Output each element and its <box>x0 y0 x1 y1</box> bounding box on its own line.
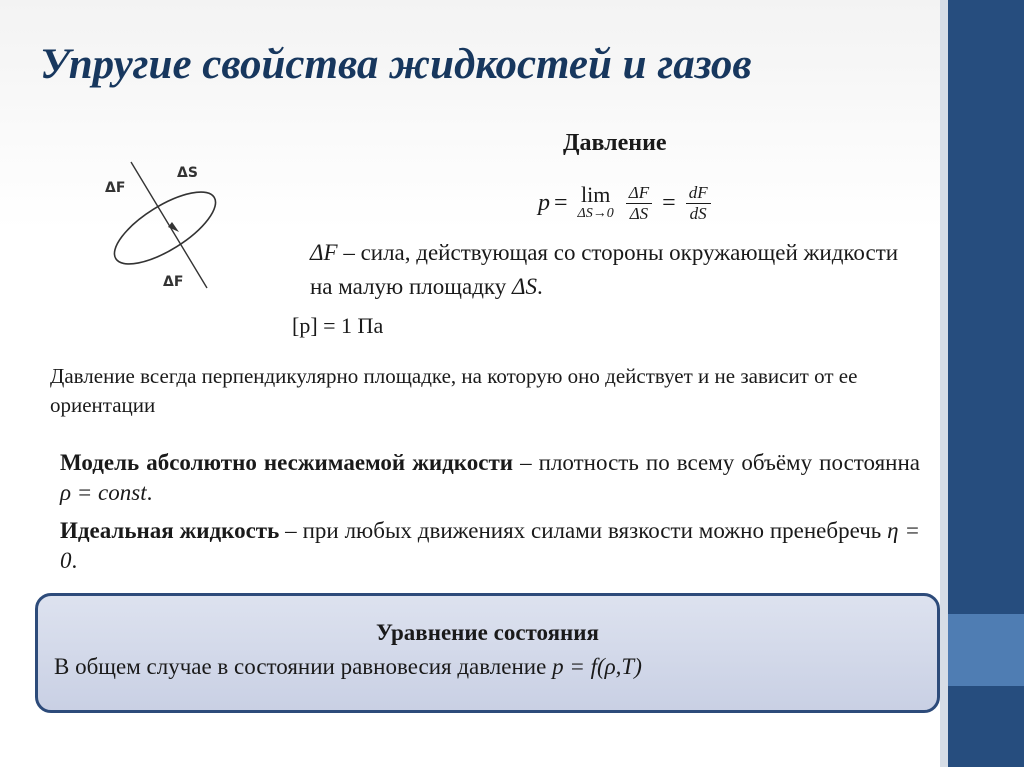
incompressible-model-term: Модель абсолютно несжимаемой жидкости <box>60 450 513 475</box>
incompressible-model-end: . <box>146 480 153 505</box>
state-equation-formula: p = f(ρ,T) <box>552 654 642 679</box>
fraction-differential <box>686 183 711 224</box>
fraction-delta-numerator: ΔF <box>626 183 652 204</box>
formula-equals-2: = <box>662 189 676 216</box>
force-arrowhead <box>168 222 179 232</box>
pressure-diagram <box>95 150 235 300</box>
formula-lhs: p <box>538 189 550 216</box>
force-bottom-label: ΔF <box>163 274 184 290</box>
state-equation-description: В общем случае в состоянии равновесия давление <box>54 654 553 679</box>
fraction-delta-denominator: ΔS <box>629 203 649 223</box>
pressure-diagram-svg <box>95 150 235 300</box>
formula-equals-1: = <box>554 189 568 216</box>
force-definition-text: – сила, действующая со стороны окружающей жидкости на малую площадку <box>310 240 899 299</box>
pressure-formula <box>538 173 717 233</box>
slide-title: Упругие свойства жидкостей и газов <box>40 41 752 88</box>
perpendicular-statement: Давление всегда перпендикулярно площадке, на которую оно действует и не зависит от ее ориентации <box>50 364 858 417</box>
force-definition <box>310 236 925 304</box>
ideal-fluid-term: Идеальная жидкость <box>60 518 280 543</box>
limit-operator <box>578 184 614 222</box>
ideal-fluid-paragraph <box>60 516 920 576</box>
area-label: ΔS <box>177 165 198 181</box>
state-equation-text <box>54 654 642 680</box>
incompressible-model-text: – плотность по всему объёму постоянна <box>513 450 920 475</box>
fraction-differential-denominator: dS <box>689 203 707 223</box>
force-definition-end: . <box>537 274 543 299</box>
density-formula: ρ = const <box>60 480 147 505</box>
fraction-differential-numerator: dF <box>686 183 711 204</box>
ideal-fluid-text: – при любых движениях силами вязкости можно пренебречь <box>279 518 888 543</box>
state-equation-title: Уравнение состояния <box>376 620 599 645</box>
force-top-label: ΔF <box>105 180 126 196</box>
pressure-heading: Давление <box>563 130 667 156</box>
pressure-units: [p] = 1 Па <box>292 313 384 338</box>
sidebar-edge <box>940 0 948 767</box>
sidebar-accent-block <box>948 614 1024 686</box>
limit-word: lim <box>580 182 611 207</box>
viscosity-formula: η = 0 <box>60 518 920 573</box>
area-symbol: ΔS <box>512 274 537 299</box>
ideal-fluid-end: . <box>71 548 78 573</box>
force-symbol: ΔF <box>310 240 338 265</box>
incompressible-model-paragraph <box>60 448 920 508</box>
fraction-delta <box>626 183 652 224</box>
limit-subscript: ΔS→0 <box>577 206 614 221</box>
state-equation-box <box>35 593 940 713</box>
